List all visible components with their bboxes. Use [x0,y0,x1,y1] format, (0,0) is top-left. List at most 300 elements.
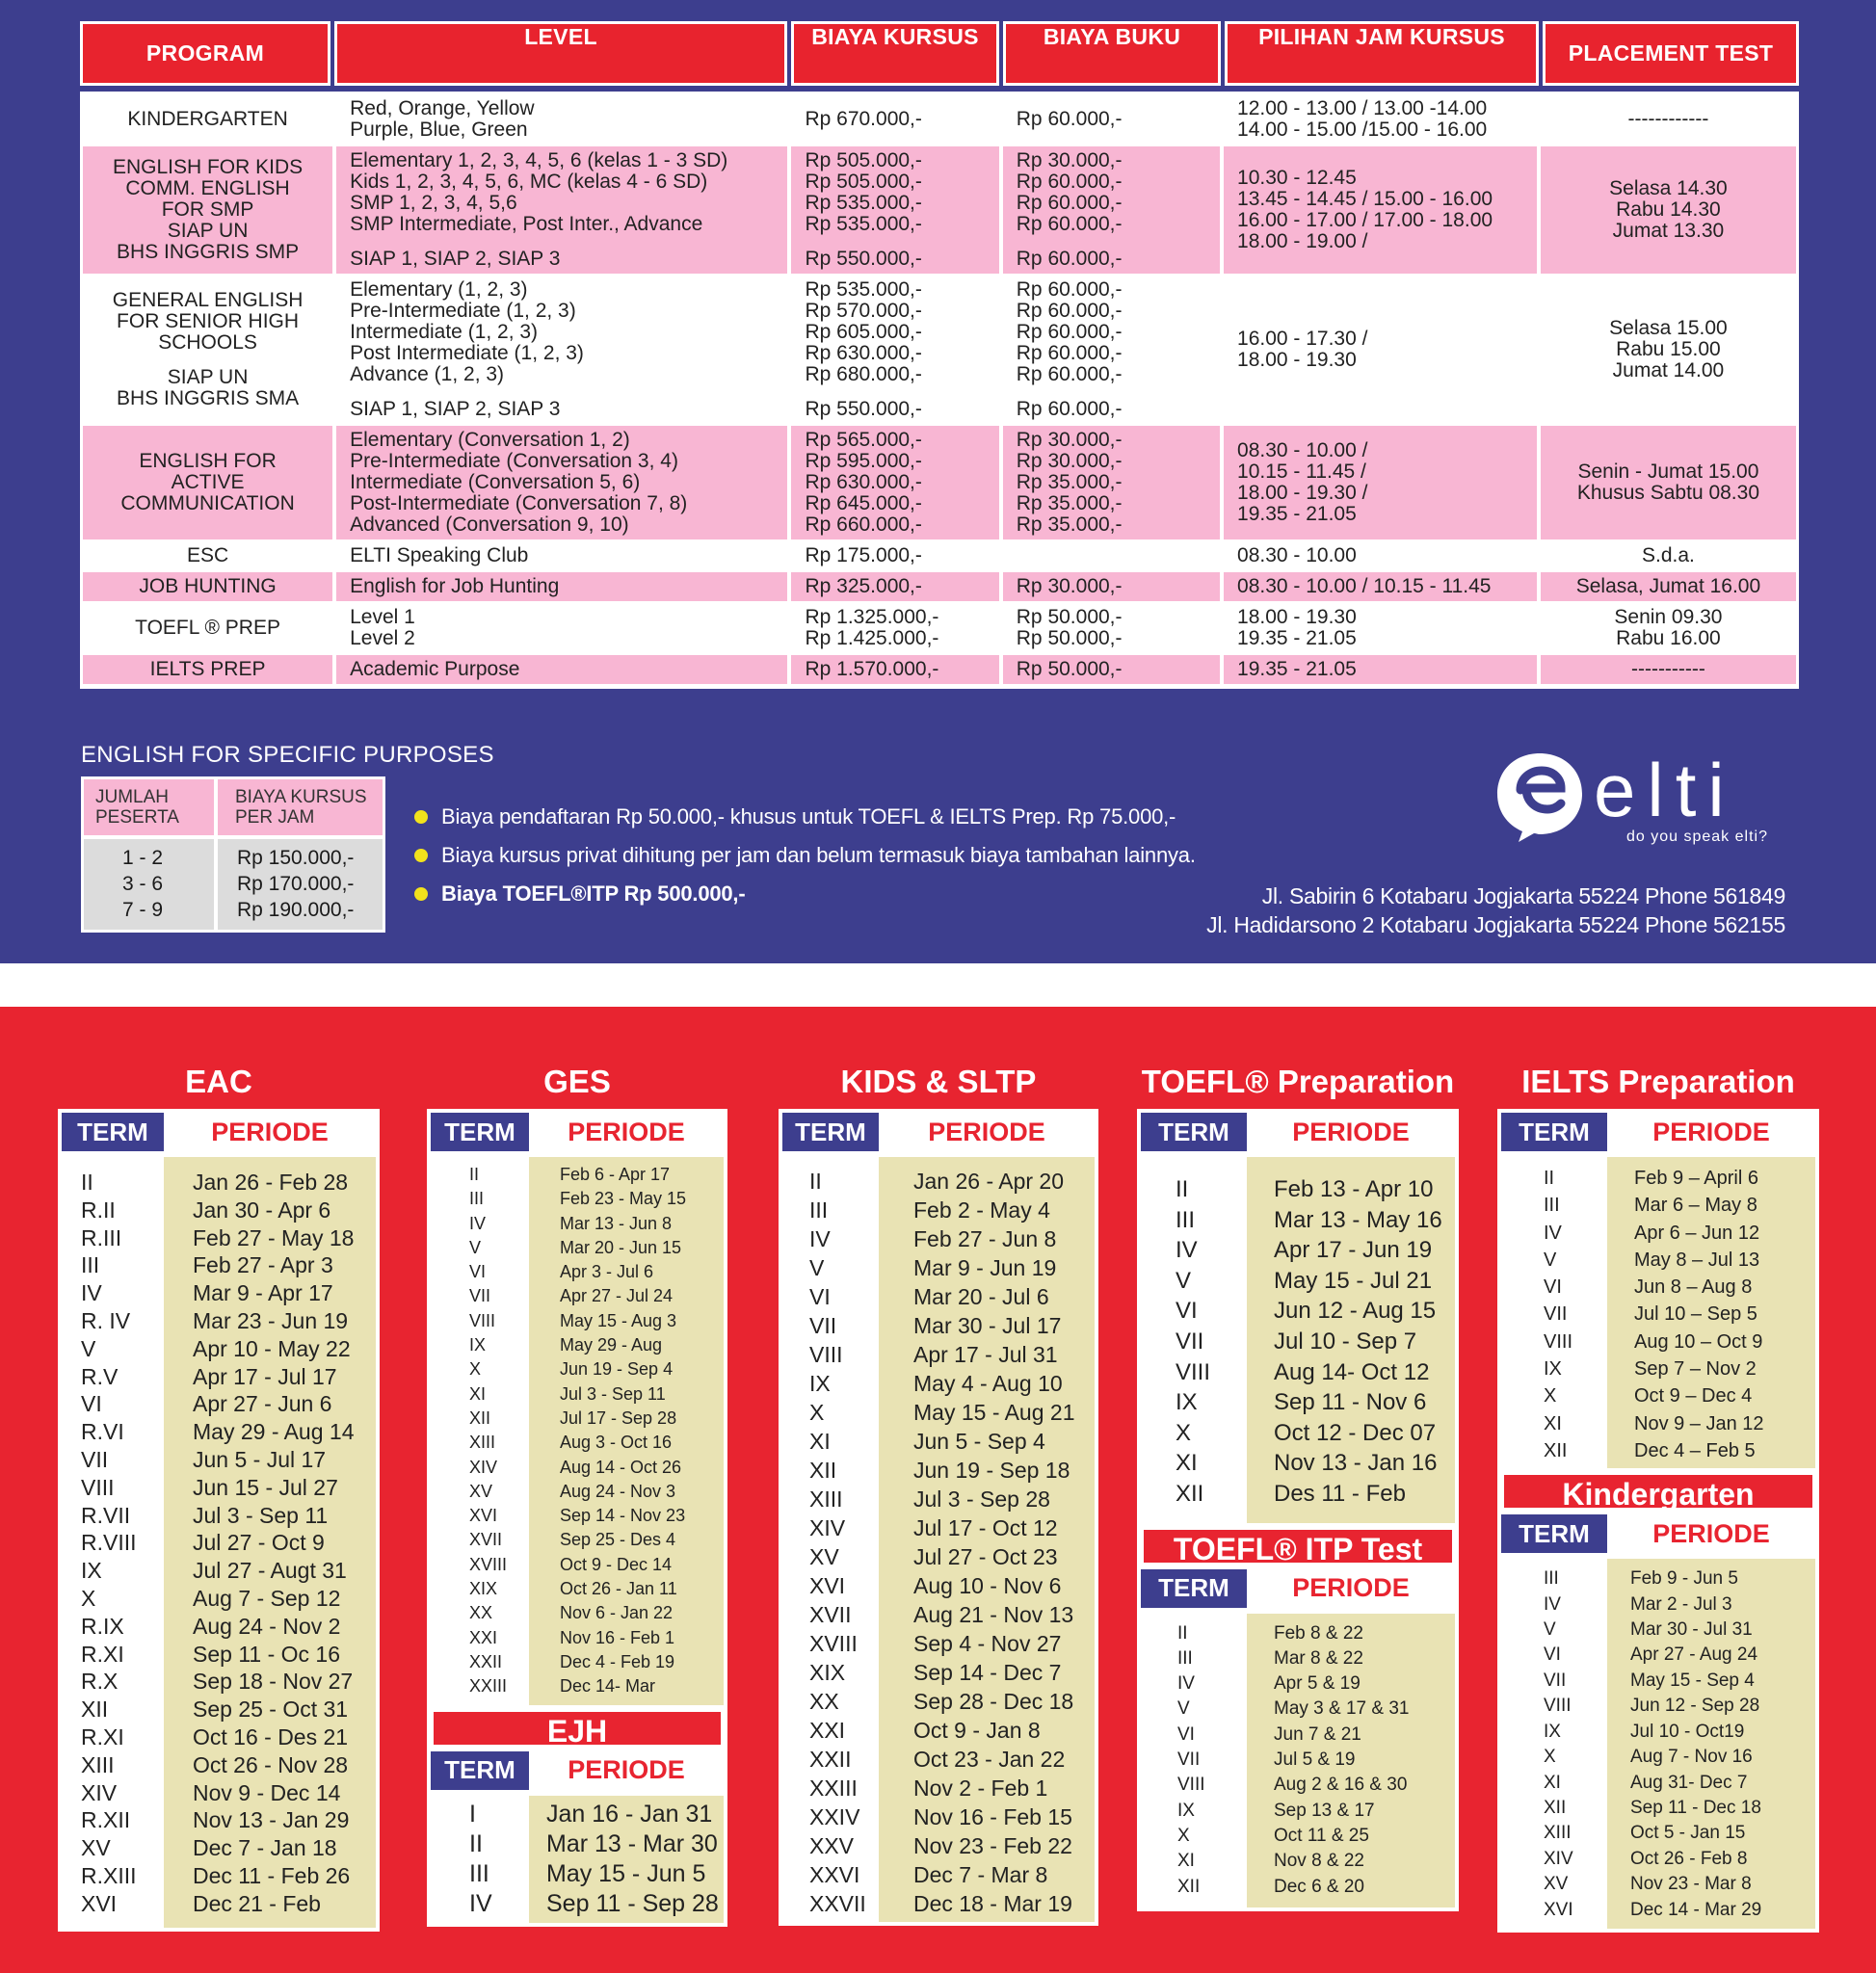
periode-value: Apr 27 - Aug 24 [1630,1644,1758,1666]
fee-cell-line: Rp 535.000,- [805,213,922,235]
periode-value: Jul 27 - Augt 31 [193,1558,347,1584]
fee-cell-line: Rp 550.000,- [805,398,922,420]
fee-notes [414,798,1196,913]
schedule-header [62,1113,376,1151]
term-value: XII [81,1697,109,1723]
term-value: IV [469,1889,492,1917]
fee-cell-line: SMP Intermediate, Post Inter., Advance [350,213,703,235]
periode-value: Dec 7 - Mar 8 [913,1862,1048,1887]
periode-value: Jun 7 & 21 [1274,1723,1361,1745]
fee-cell-line: ----------- [1630,658,1705,680]
periode-column [879,1157,1095,1922]
term-value: XXVI [809,1862,860,1887]
fee-cell-level [336,426,787,539]
fee-cell-biaya-buku [1003,94,1220,145]
term-value: XI [1544,1772,1561,1793]
fee-cell-line: Rp 35.000,- [1016,513,1123,536]
fee-cell-line: Rp 535.000,- [805,278,922,301]
logo-tagline: do you speak elti? [1626,829,1768,845]
header-biaya-buku: BIAYA BUKU [1003,21,1221,86]
fee-cell-placement [1541,572,1796,601]
periode-value: Sep 18 - Nov 27 [193,1669,354,1695]
fee-cell-line: SIAP UN [167,220,249,242]
periode-value: Mar 13 - Mar 30 [546,1829,718,1857]
fee-cell-level [336,603,787,653]
periode-value: Oct 9 - Dec 14 [560,1554,673,1574]
fee-cell-line: Senin 09.30 [1614,606,1723,628]
schedule-body [1501,1157,1815,1468]
periode-value: Nov 6 - Jan 22 [560,1603,674,1623]
fee-cell-program [83,603,332,653]
term-value: VI [809,1284,831,1309]
periode-value: Oct 16 - Des 21 [193,1723,349,1749]
term-value: R.V [81,1363,119,1389]
term-header: TERM [431,1751,529,1790]
fee-cell-line: 08.30 - 10.00 / [1237,439,1368,461]
fee-cell-line: Rp 505.000,- [805,149,922,171]
fee-cell-line: Elementary (Conversation 1, 2) [350,429,630,451]
fee-cell-line: Rp 680.000,- [805,363,922,385]
fee-cell-program [83,426,332,539]
periode-value: Sep 11 - Dec 18 [1630,1797,1761,1818]
term-value: IV [469,1213,487,1233]
fee-cell-line: 19.35 - 21.05 [1237,503,1357,525]
schedule-title: IELTS Preparation [1521,1064,1795,1099]
fee-cell-line: ESC [186,544,229,566]
fee-cell-line: SCHOOLS [158,331,257,354]
fee-cell-level [336,655,787,684]
periode-value: Nov 9 – Jan 12 [1634,1412,1764,1434]
term-value: XVI [1544,1899,1573,1920]
schedule-table [1137,1109,1459,1911]
term-column [782,1157,879,1922]
esp-peserta: 7 - 9 [122,899,164,921]
term-value: VI [1544,1644,1561,1666]
esp-peserta: 3 - 6 [122,873,164,895]
fee-cell-line: Rp 60.000,- [1016,300,1123,322]
term-header: TERM [62,1113,164,1151]
fee-cell-jam [1224,572,1537,601]
bullet-icon [414,810,428,824]
schedule-header [431,1751,724,1790]
fee-cell-line: Intermediate (Conversation 5, 6) [350,471,641,493]
fee-cell-line: Rp 60.000,- [1016,192,1123,214]
logo-word: elti [1594,748,1736,832]
periode-value: Jan 26 - Feb 28 [193,1170,349,1195]
periode-value: Mar 6 – May 8 [1634,1195,1757,1217]
fee-cell-line: Selasa, Jumat 16.00 [1575,575,1761,597]
fee-row [83,541,1796,572]
schedule-header [1141,1569,1455,1608]
fee-cell-line: Rp 30.000,- [1016,149,1123,171]
term-value: XVII [809,1602,852,1627]
note-item [414,798,1196,836]
fee-cell-line: Level 1 [350,606,415,628]
fee-cell-line: English for Job Hunting [350,575,560,597]
term-value: IV [81,1280,102,1306]
term-value: IX [1544,1721,1561,1742]
periode-value: Aug 21 - Nov 13 [913,1602,1074,1627]
periode-value: Nov 16 - Feb 15 [913,1804,1072,1829]
fee-cell-jam [1224,541,1537,570]
fee-cell-line: 14.00 - 15.00 /15.00 - 16.00 [1237,118,1488,141]
periode-value: Oct 9 - Jan 8 [913,1718,1041,1743]
periode-value: Oct 23 - Jan 22 [913,1747,1066,1772]
fee-cell-line: Elementary 1, 2, 3, 4, 5, 6 (kelas 1 - 3 SD) [350,149,728,171]
periode-value: Jun 5 - Jul 17 [193,1446,327,1472]
term-value: X [81,1585,96,1611]
periode-value: Mar 13 - Jun 8 [560,1213,673,1233]
fee-cell-placement [1541,426,1796,539]
fee-cell-line: Post-Intermediate (Conversation 7, 8) [350,492,688,514]
fee-cell-line: Rp 535.000,- [805,192,922,214]
term-value: XXII [469,1651,503,1671]
fee-cell-line: Pre-Intermediate (1, 2, 3) [350,300,576,322]
fee-cell-program [83,655,332,684]
term-value: XXIII [469,1676,508,1697]
fee-cell-placement [1541,603,1796,653]
esp-table [81,776,385,933]
fee-cell-jam [1224,603,1537,653]
periode-value: Jun 15 - Jul 27 [193,1474,338,1500]
periode-value: May 15 - Aug 3 [560,1310,677,1330]
term-value: IX [809,1371,831,1396]
term-value: III [1177,1647,1193,1669]
term-value: VIII [469,1310,496,1330]
schedule-title: TOEFL® ITP Test [1141,1527,1455,1565]
term-value: X [1544,1385,1557,1407]
fee-row [83,655,1796,686]
term-value: XVII [469,1530,503,1550]
term-value: VII [469,1286,491,1306]
fee-cell-line: Jumat 14.00 [1612,359,1725,381]
term-value: XV [809,1544,839,1569]
term-value: IV [1544,1222,1562,1244]
fee-cell-line: S.d.a. [1642,544,1695,566]
term-value: XXIV [809,1804,860,1829]
fee-cell-line: SIAP 1, SIAP 2, SIAP 3 [350,398,561,420]
periode-value: Mar 13 - May 16 [1274,1206,1442,1233]
fee-cell-line: Rabu 14.30 [1616,198,1721,221]
term-value: II [1544,1168,1555,1189]
fee-cell-biaya-kursus [791,276,998,424]
periode-value: Apr 10 - May 22 [193,1335,351,1361]
term-value: XIII [469,1433,496,1453]
schedule-table [427,1109,727,1927]
note-text: Biaya pendaftaran Rp 50.000,- khusus untuk TOEFL & IELTS Prep. Rp 75.000,- [441,804,1176,829]
periode-value: Apr 3 - Jul 6 [560,1262,654,1282]
term-value: XXV [809,1833,855,1858]
fee-cell-line: Advanced (Conversation 9, 10) [350,513,629,536]
esp-title: ENGLISH FOR SPECIFIC PURPOSES [81,742,494,768]
periode-column [1247,1614,1455,1907]
periode-value: May 15 - Jul 21 [1274,1267,1433,1294]
term-value: VIII [1176,1358,1211,1385]
term-value: XIX [469,1579,498,1599]
fee-cell-biaya-buku [1003,146,1220,274]
fee-cell-line: ENGLISH FOR KIDS [112,156,304,178]
fee-cell-line: TOEFL ® PREP [135,617,280,639]
periode-value: Jul 27 - Oct 23 [913,1544,1058,1569]
term-value: II [809,1169,822,1194]
periode-value: Apr 27 - Jun 6 [193,1391,332,1417]
term-value: XII [809,1458,837,1483]
term-value: XXI [469,1627,498,1647]
fee-cell-line: Elementary (1, 2, 3) [350,278,528,301]
term-value: XIII [1544,1823,1572,1844]
fee-cell-line: GENERAL ENGLISH [112,289,304,311]
fee-cell-biaya-kursus [791,572,998,601]
periode-value: Mar 30 - Jul 17 [913,1313,1062,1338]
term-header: TERM [1501,1514,1607,1553]
term-column [62,1157,164,1928]
term-value: R.II [81,1197,116,1223]
periode-value: Nov 9 - Dec 14 [193,1779,341,1805]
fee-cell-line: Rabu 15.00 [1616,338,1721,360]
fee-cell-line: Jumat 13.30 [1612,220,1725,242]
note-text: Biaya kursus privat dihitung per jam dan belum termasuk biaya tambahan lainnya. [441,843,1196,867]
periode-value: Aug 31- Dec 7 [1630,1772,1748,1793]
schedule-table [58,1109,380,1932]
periode-value: Dec 18 - Mar 19 [913,1891,1072,1916]
periode-value: Feb 23 - May 15 [560,1189,687,1209]
periode-header: PERIODE [529,1113,724,1151]
fee-cell-line: ELTI Speaking Club [350,544,529,566]
periode-value: Mar 23 - Jun 19 [193,1307,349,1333]
fee-cell-biaya-kursus [791,541,998,570]
term-value: R.III [81,1224,122,1250]
term-value: III [1544,1568,1559,1590]
fee-cell-level [336,572,787,601]
fee-cell-line: Rp 35.000,- [1016,492,1123,514]
term-column [1501,1559,1607,1929]
term-value: XIII [809,1486,843,1512]
term-value: VIII [1177,1775,1205,1796]
fee-cell-program [83,276,332,424]
term-value: R.VIII [81,1530,137,1556]
fee-row [83,572,1796,603]
fee-cell-jam [1224,426,1537,539]
header-placement-test: PLACEMENT TEST [1543,21,1799,86]
term-value: VIII [81,1474,115,1500]
term-value: X [809,1400,825,1425]
fee-cell-biaya-buku [1003,426,1220,539]
term-value: VII [81,1446,109,1472]
term-header: TERM [782,1113,879,1151]
periode-value: Jun 8 – Aug 8 [1634,1276,1753,1299]
periode-value: Sep 25 - Oct 31 [193,1697,349,1723]
fee-cell-line: Rp 1.425.000,- [805,627,939,649]
term-value: IX [1176,1389,1198,1416]
term-value: XII [469,1407,491,1428]
periode-value: Mar 20 - Jul 6 [913,1284,1049,1309]
periode-value: May 8 – Jul 13 [1634,1249,1760,1271]
term-value: V [1544,1249,1557,1271]
periode-value: Dec 4 - Feb 19 [560,1651,675,1671]
elti-logo [1492,748,1781,854]
fee-row [83,146,1796,276]
term-value: XI [1176,1450,1198,1477]
fee-cell-placement [1541,655,1796,684]
periode-value: Sep 25 - Des 4 [560,1530,676,1550]
fee-cell-line: COMM. ENGLISH [125,177,290,199]
fee-cell-line: Rp 630.000,- [805,471,922,493]
fee-cell-line: Rabu 16.00 [1616,627,1721,649]
term-value: XII [1544,1439,1568,1461]
fee-cell-biaya-kursus [791,146,998,274]
fee-cell-line: FOR SENIOR HIGH [117,310,300,332]
term-value: XX [809,1689,839,1714]
term-value: V [1176,1267,1192,1294]
fee-cell-line: Rp 35.000,- [1016,471,1123,493]
schedule-panel [0,1007,1876,1973]
periode-value: Dec 21 - Feb [193,1890,321,1916]
periode-value: Dec 4 – Feb 5 [1634,1439,1756,1461]
fee-cell-placement [1541,94,1796,145]
term-value: V [81,1335,96,1361]
esp-header-line: PER JAM [235,807,315,828]
periode-value: Sep 14 - Dec 7 [913,1660,1062,1685]
fee-cell-line: Selasa 14.30 [1609,177,1728,199]
periode-value: Jun 19 - Sep 18 [913,1458,1070,1483]
periode-value: Feb 9 – April 6 [1634,1168,1758,1189]
periode-header: PERIODE [1607,1514,1815,1553]
periode-value: Jun 19 - Sep 4 [560,1359,674,1380]
fee-cell-line: Senin - Jumat 15.00 [1577,460,1759,483]
esp-peserta: 1 - 2 [122,847,164,869]
speech-bubble-logo-icon [1492,748,1588,844]
periode-value: Dec 7 - Jan 18 [193,1835,337,1861]
note-item [414,875,1196,913]
term-value: R.XI [81,1723,124,1749]
periode-value: May 15 - Jun 5 [546,1859,706,1887]
term-value: VII [1176,1328,1204,1355]
term-value: II [469,1165,480,1184]
fee-cell-line: BHS INGGRIS SMA [117,387,300,409]
fee-cell-line: Rp 505.000,- [805,171,922,193]
schedule-kids-sltp [779,1055,1098,1926]
fee-cell-biaya-buku [1003,655,1220,684]
periode-value: Oct 26 - Nov 28 [193,1751,349,1777]
fee-cell-line: Post Intermediate (1, 2, 3) [350,342,584,364]
periode-value: May 29 - Aug 14 [193,1419,355,1445]
fee-cell-placement [1541,541,1796,570]
periode-column [529,1157,724,1705]
fee-cell-line: Rp 550.000,- [805,248,922,270]
term-value: III [809,1197,829,1223]
fee-cell-line: Rp 30.000,- [1016,429,1123,451]
term-value: R.X [81,1669,119,1695]
fee-cell-line: Rp 1.325.000,- [805,606,939,628]
periode-value: Sep 13 & 17 [1274,1800,1375,1821]
term-value: IX [1544,1358,1562,1381]
term-column [1141,1614,1247,1907]
term-value: XI [469,1383,487,1404]
term-value: XIII [81,1751,115,1777]
fee-cell-line: Rp 670.000,- [805,108,922,130]
fee-cell-line: Rp 60.000,- [1016,278,1123,301]
term-value: VIII [1544,1696,1572,1717]
periode-column [1247,1157,1455,1523]
fee-cell-biaya-kursus [791,603,998,653]
address-line: Jl. Sabirin 6 Kotabaru Jogjakarta 55224 Phone 561849 [1261,883,1785,908]
header-level: LEVEL [334,21,787,86]
periode-value: Jan 26 - Apr 20 [913,1169,1064,1194]
term-value: III [469,1189,485,1209]
fee-cell-line: Red, Orange, Yellow [350,97,535,119]
periode-value: Aug 14 - Oct 26 [560,1457,682,1477]
periode-value: Des 11 - Feb [1274,1480,1406,1507]
term-value: V [469,1237,482,1257]
fee-cell-program [83,572,332,601]
esp-biaya: Rp 190.000,- [237,899,355,921]
schedule-body [431,1796,724,1923]
periode-value: Sep 28 - Dec 18 [913,1689,1074,1714]
term-value: XI [1544,1412,1562,1434]
periode-value: Nov 13 - Jan 29 [193,1807,350,1833]
address-block [1206,881,1785,939]
fee-cell-program [83,541,332,570]
periode-value: Jul 10 – Sep 5 [1634,1303,1757,1326]
term-value: IV [1176,1237,1198,1264]
fee-cell-line: IELTS PREP [149,658,266,680]
periode-header: PERIODE [1247,1569,1455,1608]
term-value: VI [469,1262,487,1282]
term-value: X [469,1359,482,1380]
header-program: PROGRAM [80,21,330,86]
fee-cell-line: ACTIVE [171,471,245,493]
periode-value: Feb 6 - Apr 17 [560,1165,671,1184]
periode-value: Aug 2 & 16 & 30 [1274,1775,1408,1796]
schedule-header [1141,1113,1455,1151]
fee-cell-line: Selasa 15.00 [1609,317,1728,339]
periode-value: Jan 30 - Apr 6 [193,1197,331,1223]
fee-cell-line: Rp 30.000,- [1016,450,1123,472]
term-value: XXII [809,1747,852,1772]
fee-table [80,21,1799,689]
term-value: IX [81,1558,102,1584]
fee-cell-line: 08.30 - 10.00 / 10.15 - 11.45 [1237,575,1492,597]
periode-value: Jul 10 - Oct19 [1630,1721,1745,1742]
periode-value: Jul 3 - Sep 11 [193,1502,329,1528]
schedule-title: EAC [185,1064,252,1099]
fee-cell-line: SMP 1, 2, 3, 4, 5,6 [350,192,517,214]
fee-cell-line: Khusus Sabtu 08.30 [1576,482,1760,504]
fee-cell-biaya-buku [1003,276,1220,424]
fee-cell-line: Rp 60.000,- [1016,213,1123,235]
term-column [431,1157,529,1705]
schedule-table [1497,1109,1819,1933]
header-biaya-kursus: BIAYA KURSUS [791,21,999,86]
periode-value: Jul 3 - Sep 28 [913,1486,1050,1512]
periode-value: Sep 11 - Sep 28 [546,1889,719,1917]
term-value: R.IX [81,1613,124,1639]
fee-cell-line: 10.30 - 12.45 [1237,167,1357,189]
term-value: XI [1177,1851,1195,1872]
term-value: XVI [469,1506,498,1526]
fee-row [83,94,1796,146]
fee-cell-line: 18.00 - 19.30 / [1237,482,1368,504]
periode-value: Sep 14 - Nov 23 [560,1506,686,1526]
periode-value: Apr 6 – Jun 12 [1634,1222,1760,1244]
periode-value: Jul 10 - Sep 7 [1274,1328,1417,1355]
fee-cell-line: Academic Purpose [350,658,520,680]
esp-header-line: PESERTA [95,807,179,828]
schedule-toefl [1137,1055,1459,1911]
periode-value: Feb 9 - Jun 5 [1630,1568,1738,1590]
term-value: R.XII [81,1807,131,1833]
term-value: XIV [469,1457,498,1477]
